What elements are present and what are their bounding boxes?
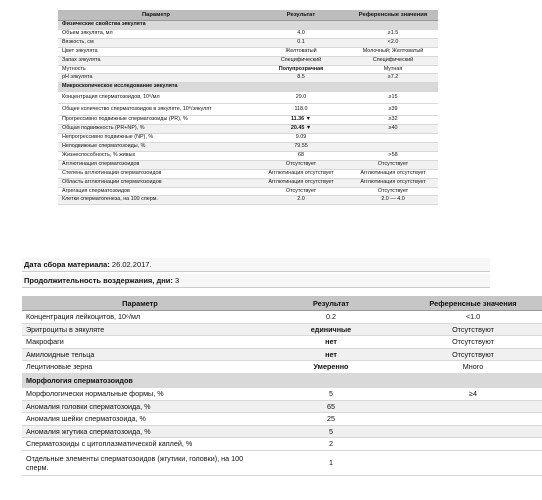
table-row xyxy=(58,47,438,56)
row-reference: Отсутствует xyxy=(348,160,438,169)
table-row xyxy=(58,125,438,134)
header-reference: Референсные значения xyxy=(404,296,542,311)
row-parameter: Эритроциты в эякуляте xyxy=(22,323,258,336)
row-reference: ≥15 xyxy=(348,92,438,104)
table-row xyxy=(22,336,542,349)
row-result: 79.55 xyxy=(254,142,348,151)
section-title: Морфология сперматозоидов xyxy=(22,373,542,387)
row-result: 68 xyxy=(254,151,348,160)
row-parameter: Область агглютинации сперматозоидов xyxy=(58,178,254,187)
row-parameter: Клетки сперматогенеза, на 100 сперм. xyxy=(58,196,254,205)
row-reference xyxy=(404,425,542,438)
header-result: Результат xyxy=(258,296,404,311)
row-reference: Агглютинация отсутствует xyxy=(348,169,438,178)
row-parameter: Концентрация лейкоцитов, 10⁶/мл xyxy=(22,311,258,324)
row-result: 118.0 xyxy=(254,104,348,116)
table-row xyxy=(58,56,438,65)
table-row xyxy=(58,169,438,178)
table-row xyxy=(22,361,542,374)
row-parameter: Вязкость, см xyxy=(58,38,254,47)
table-header-row xyxy=(58,10,438,21)
row-result: 9.09 xyxy=(254,134,348,143)
row-result: 5 xyxy=(258,387,404,400)
row-reference: Агглютинация отсутствует xyxy=(348,178,438,187)
table-row xyxy=(22,425,542,438)
row-reference: ≥1.5 xyxy=(348,29,438,38)
row-parameter: Цвет эякулята xyxy=(58,47,254,56)
abstinence-duration xyxy=(22,274,490,288)
row-result: Специфический xyxy=(254,56,348,65)
row-reference: Отсутствуют xyxy=(404,348,542,361)
table-row xyxy=(58,187,438,196)
row-reference: ≥32 xyxy=(348,116,438,125)
row-parameter: Непрогрессивно подвижные (NP), % xyxy=(58,134,254,143)
table-row xyxy=(22,450,542,475)
row-result: 4.0 xyxy=(254,29,348,38)
collection-date-value: 26.02.2017. xyxy=(111,260,152,269)
section-title: Физические свойства эякулята xyxy=(58,21,438,30)
header-parameter: Параметр xyxy=(22,296,258,311)
row-parameter: Лецитиновые зерна xyxy=(22,361,258,374)
table-row xyxy=(58,92,438,104)
section-header-row xyxy=(58,21,438,30)
row-reference: >58 xyxy=(348,151,438,160)
collection-date xyxy=(22,258,490,272)
row-result: единичные xyxy=(258,323,404,336)
row-reference: Отсутствует xyxy=(348,187,438,196)
header-reference: Референсные значения xyxy=(348,10,438,21)
section-header-row xyxy=(58,83,438,92)
row-parameter: Жизнеспособность, % живых xyxy=(58,151,254,160)
row-parameter: Концентрация сперматозоидов, 10⁶/мл xyxy=(58,92,254,104)
table-row xyxy=(58,196,438,205)
row-parameter: Морфологически нормальные формы, % xyxy=(22,387,258,400)
row-reference: <1.0 xyxy=(404,311,542,324)
row-reference xyxy=(348,134,438,143)
table-row xyxy=(58,178,438,187)
row-result: 2 xyxy=(258,438,404,451)
table-row xyxy=(22,438,542,451)
row-reference: <2.0 xyxy=(348,38,438,47)
table-row xyxy=(22,387,542,400)
row-parameter: Макрофаги xyxy=(22,336,258,349)
row-reference: ≥4 xyxy=(404,387,542,400)
row-result: Отсутствует xyxy=(254,187,348,196)
table-row xyxy=(22,311,542,324)
section-header-row xyxy=(22,373,542,387)
table-row xyxy=(58,65,438,74)
abstinence-value: 3 xyxy=(174,276,180,285)
row-result: 8.5 xyxy=(254,74,348,83)
table-row xyxy=(58,29,438,38)
table-row xyxy=(58,160,438,169)
row-reference xyxy=(404,450,542,475)
row-result: Желтоватый xyxy=(254,47,348,56)
row-result: нет xyxy=(258,348,404,361)
table-row xyxy=(58,142,438,151)
row-reference: 2.0 — 4.0 xyxy=(348,196,438,205)
header-parameter: Параметр xyxy=(58,10,254,21)
row-reference: Мутная xyxy=(348,65,438,74)
table-row xyxy=(58,116,438,125)
semen-physical-microscopic-table xyxy=(58,10,438,205)
row-result: нет xyxy=(258,336,404,349)
header-result: Результат xyxy=(254,10,348,21)
row-result: 11.36 ▼ xyxy=(254,116,348,125)
row-parameter: Аномалия головки сперматозоида, % xyxy=(22,400,258,413)
table-row xyxy=(58,38,438,47)
row-parameter: pH эякулята xyxy=(58,74,254,83)
row-reference: Молочный; Желтоватый xyxy=(348,47,438,56)
row-result: 65 xyxy=(258,400,404,413)
table-row xyxy=(22,348,542,361)
row-result: 0.2 xyxy=(258,311,404,324)
row-result: 29.0 xyxy=(254,92,348,104)
row-result: Полупрозрачная xyxy=(254,65,348,74)
row-reference: Отсутствуют xyxy=(404,323,542,336)
row-reference xyxy=(348,142,438,151)
row-parameter: Аномалия жгутика сперматозоида, % xyxy=(22,425,258,438)
row-reference: Специфический xyxy=(348,56,438,65)
row-result: 1 xyxy=(258,450,404,475)
row-parameter: Агрегация сперматозоидов xyxy=(58,187,254,196)
row-reference: Отсутствуют xyxy=(404,336,542,349)
row-result: 2.0 xyxy=(254,196,348,205)
row-parameter: Мутность xyxy=(58,65,254,74)
row-reference: ≥40 xyxy=(348,125,438,134)
row-reference: ≥39 xyxy=(348,104,438,116)
table-row xyxy=(58,151,438,160)
row-parameter: Амилоидные тельца xyxy=(22,348,258,361)
leukocytes-morphology-table xyxy=(22,296,542,476)
row-parameter: Степень агглютинации сперматозоидов xyxy=(58,169,254,178)
table-row xyxy=(22,400,542,413)
collection-date-label: Дата сбора материала: xyxy=(24,260,110,269)
row-parameter: Общая подвижность (PR+NP), % xyxy=(58,125,254,134)
row-result: Агглютинация отсутствует xyxy=(254,169,348,178)
row-parameter: Аномалия шейки сперматозоида, % xyxy=(22,413,258,426)
row-parameter: Отдельные элементы сперматозоидов (жгутики, головки), на 100 сперм. xyxy=(22,450,258,475)
row-parameter: Общее количество сперматозоидов в эякуляте, 10⁶/эякулят xyxy=(58,104,254,116)
table-row xyxy=(58,104,438,116)
row-reference xyxy=(404,413,542,426)
row-result: 20.45 ▼ xyxy=(254,125,348,134)
row-reference: ≥7.2 xyxy=(348,74,438,83)
row-result: Агглютинация отсутствует xyxy=(254,178,348,187)
row-reference xyxy=(404,438,542,451)
row-reference xyxy=(404,400,542,413)
table-row xyxy=(58,134,438,143)
row-parameter: Объем эякулята, мл xyxy=(58,29,254,38)
row-result: 5 xyxy=(258,425,404,438)
row-parameter: Прогрессивно подвижные сперматозоиды (PR), % xyxy=(58,116,254,125)
section-title: Микроскопическое исследование эякулята xyxy=(58,83,438,92)
row-reference: Много xyxy=(404,361,542,374)
row-parameter: Агглютинация сперматозоидов xyxy=(58,160,254,169)
table-row xyxy=(22,323,542,336)
row-parameter: Сперматозоиды с цитоплазматической каплей, % xyxy=(22,438,258,451)
table-row xyxy=(58,74,438,83)
table-header-row xyxy=(22,296,542,311)
row-parameter: Неподвижные сперматозоиды, % xyxy=(58,142,254,151)
table-row xyxy=(22,413,542,426)
abstinence-label: Продолжительность воздержания, дни: xyxy=(24,276,173,285)
row-result: 25 xyxy=(258,413,404,426)
row-result: 0.1 xyxy=(254,38,348,47)
row-result: Умеренно xyxy=(258,361,404,374)
row-result: Отсутствует xyxy=(254,160,348,169)
row-parameter: Запах эякулята xyxy=(58,56,254,65)
